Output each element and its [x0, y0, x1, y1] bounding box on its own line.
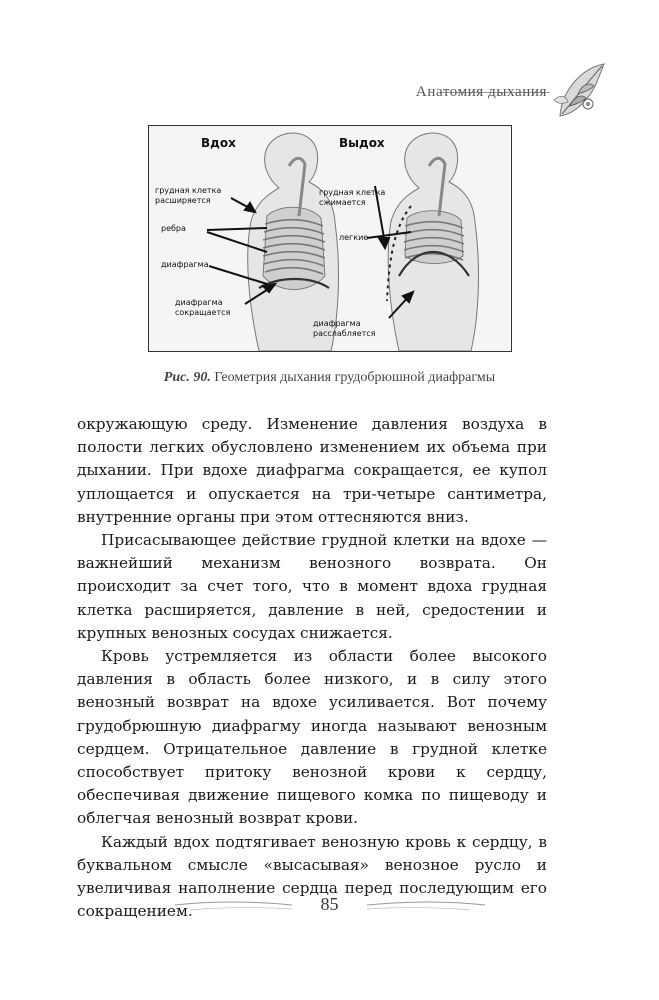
exhale-heading: Выдох — [339, 136, 385, 150]
label-chest-compresses: грудная клетка сжимается — [319, 188, 386, 207]
inhale-heading: Вдох — [201, 136, 236, 150]
running-header — [0, 60, 659, 130]
label-ribs: ребра — [161, 224, 186, 233]
caption-number: Рис. 90. — [163, 370, 211, 385]
paragraph: Кровь устремляется из области более высокого давления в область более низкого, и в силу этого венозный возврат на вдохе усиливается. Вот почему грудобрюшную диафрагму иногда называют венозным сердцем. Отрицательное давление в грудной клетке способствует притоку венозной крови к сердцу, обеспечивая движение пищевого комка по пищеводу и облегчая венозный возврат крови. — [77, 647, 547, 828]
breathing-figure — [148, 125, 512, 352]
label-diaphragm-relaxes: диафрагма расслабляется — [313, 319, 376, 338]
paragraph: Каждый вдох подтягивает венозную кровь к сердцу, в буквальном смысле «высасывая» венозное русло и увеличивая наполнение сердца перед последующим его сокращением. — [77, 832, 547, 921]
figure-caption — [0, 370, 659, 386]
exhale-torso — [387, 133, 478, 351]
header-title: Анатомия дыхания — [415, 84, 547, 100]
label-diaphragm: диафрагма — [161, 260, 209, 269]
label-diaphragm-contracts: диафрагма сокращается — [175, 298, 231, 317]
page-footer — [0, 888, 659, 928]
caption-text: Геометрия дыхания грудобрюшной диафрагмы — [210, 370, 496, 385]
page-number: 85 — [320, 894, 339, 914]
label-chest-expands: грудная клетка расширяется — [155, 186, 222, 205]
body-text — [77, 413, 547, 923]
paragraph: Присасывающее действие грудной клетки на вдохе — важнейший механизм венозного возврата. Он происходит за счет того, что в момент вдоха грудная клетка расширяется, давление в ней, средостении и крупных венозных сосудах снижается. — [77, 531, 547, 642]
label-lungs: легкие — [339, 233, 369, 242]
paragraph: окружающую среду. Изменение давления воздуха в полости легких обусловлено изменением их объема при дыхании. При вдохе диафрагма сокращается, ее купол уплощается и опускается на три-четыре сантиметра, внутренние органы при этом оттесняются вниз. — [77, 415, 547, 526]
leaf-ornament-icon — [552, 60, 608, 120]
